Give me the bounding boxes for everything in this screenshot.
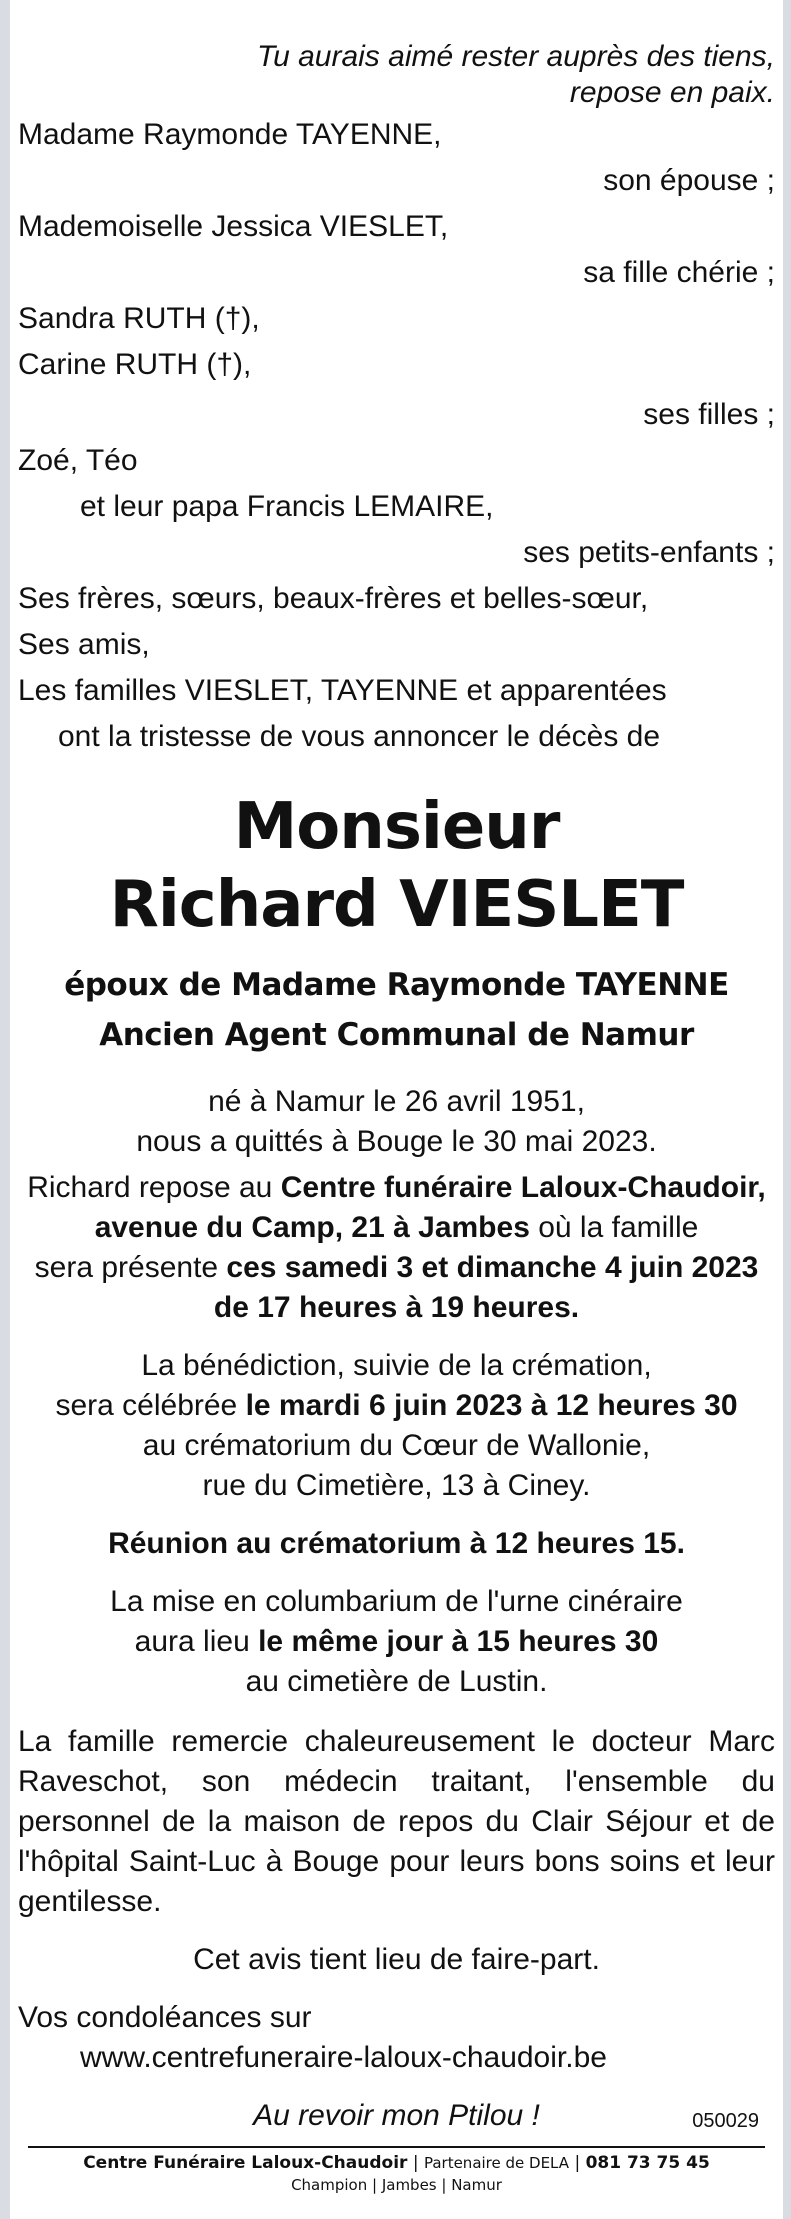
viewing-hours: de 17 heures à 19 heures. [213,1291,580,1324]
columbarium-line: au cimetière de Lustin. [245,1665,548,1698]
viewing-text: sera présente [34,1251,227,1284]
obituary-content [18,0,775,2136]
viewing-paragraph [18,1168,775,1328]
family-relation: ses filles ; [643,398,775,431]
obituary-page [10,0,783,2219]
columbarium-date: le même jour à 15 heures 30 [258,1625,659,1658]
deceased-spouse: époux de Madame Raymonde TAYENNE [64,967,729,1003]
family-line: Sandra RUTH (†), [18,302,260,335]
birth-line: né à Namur le 26 avril 1951, [208,1085,585,1118]
announcement-line: ont la tristesse de vous annoncer le décès de [58,720,661,753]
footer-locations: Champion | Jambes | Namur [291,2176,502,2194]
family-relation: sa fille chérie ; [583,256,775,289]
viewing-text: où la famille [529,1211,699,1244]
footer-company-name: Centre Funéraire Laloux-Chaudoir [83,2153,408,2173]
notice-line: Cet avis tient lieu de faire-part. [193,1943,600,1976]
columbarium-paragraph [18,1582,775,1702]
meeting-line: Réunion au crématorium à 12 heures 15. [108,1527,685,1560]
ceremony-line: rue du Cimetière, 13 à Ciney. [202,1469,591,1502]
family-line: Mademoiselle Jessica VIESLET, [18,210,449,243]
columbarium-line: La mise en columbarium de l'urne cinéraire [110,1585,683,1618]
viewing-dates: ces samedi 3 et dimanche 4 juin 2023 [226,1251,759,1284]
ceremony-date: le mardi 6 juin 2023 à 12 heures 30 [245,1389,738,1422]
condolences-link[interactable]: www.centrefuneraire-laloux-chaudoir.be [80,2041,607,2074]
family-line: Carine RUTH (†), [18,348,252,381]
thanks-paragraph: La famille remercie chaleureusement le docteur Marc Raveschot, son médecin traitant, l'ensemble du personnel de la maison de repos du Clair Séjour et de l'hôpital Saint-Luc à Bouge pour leurs bons soins et leur gentilesse. [18,1725,775,1918]
family-relation: ses petits-enfants ; [523,536,775,569]
footer-separator: | [412,2153,419,2173]
family-relation: son épouse ; [603,164,775,197]
viewing-text: Richard repose au [27,1171,281,1204]
family-line: Ses amis, [18,628,150,661]
family-line: et leur papa Francis LEMAIRE, [80,490,494,523]
deceased-name: Richard VIESLET [109,868,684,942]
condolences-label: Vos condoléances sur [18,2001,312,2034]
funeral-home-address: avenue du Camp, 21 à Jambes [94,1211,530,1244]
columbarium-text: aura lieu [134,1625,259,1658]
death-line: nous a quittés à Bouge le 30 mai 2023. [136,1125,657,1158]
family-line: Zoé, Téo [18,444,138,477]
deceased-occupation: Ancien Agent Communal de Namur [99,1017,694,1053]
funeral-home-name: Centre funéraire Laloux-Chaudoir, [280,1171,766,1204]
footer-separator: | [574,2153,581,2173]
footer-phone: 081 73 75 45 [585,2153,710,2173]
quote-line-1: Tu aurais aimé rester auprès des tiens, [256,40,775,73]
deceased-title: Monsieur [233,790,560,864]
notice-code: 050029 [692,2110,759,2132]
ceremony-line: au crématorium du Cœur de Wallonie, [142,1429,651,1462]
family-line: Madame Raymonde TAYENNE, [18,118,442,151]
family-line: Les familles VIESLET, TAYENNE et apparentées [18,674,667,707]
family-line: Ses frères, sœurs, beaux-frères et belles-sœur, [18,582,649,615]
ceremony-paragraph [18,1346,775,1506]
ceremony-text: sera célébrée [55,1389,246,1422]
footer-partner: Partenaire de DELA [423,2154,570,2172]
footer-divider [28,2146,765,2148]
farewell-line: Au revoir mon Ptilou ! [253,2099,540,2132]
quote-line-2: repose en paix. [569,76,775,109]
ceremony-line: La bénédiction, suivie de la crémation, [141,1349,652,1382]
footer [10,2152,783,2196]
